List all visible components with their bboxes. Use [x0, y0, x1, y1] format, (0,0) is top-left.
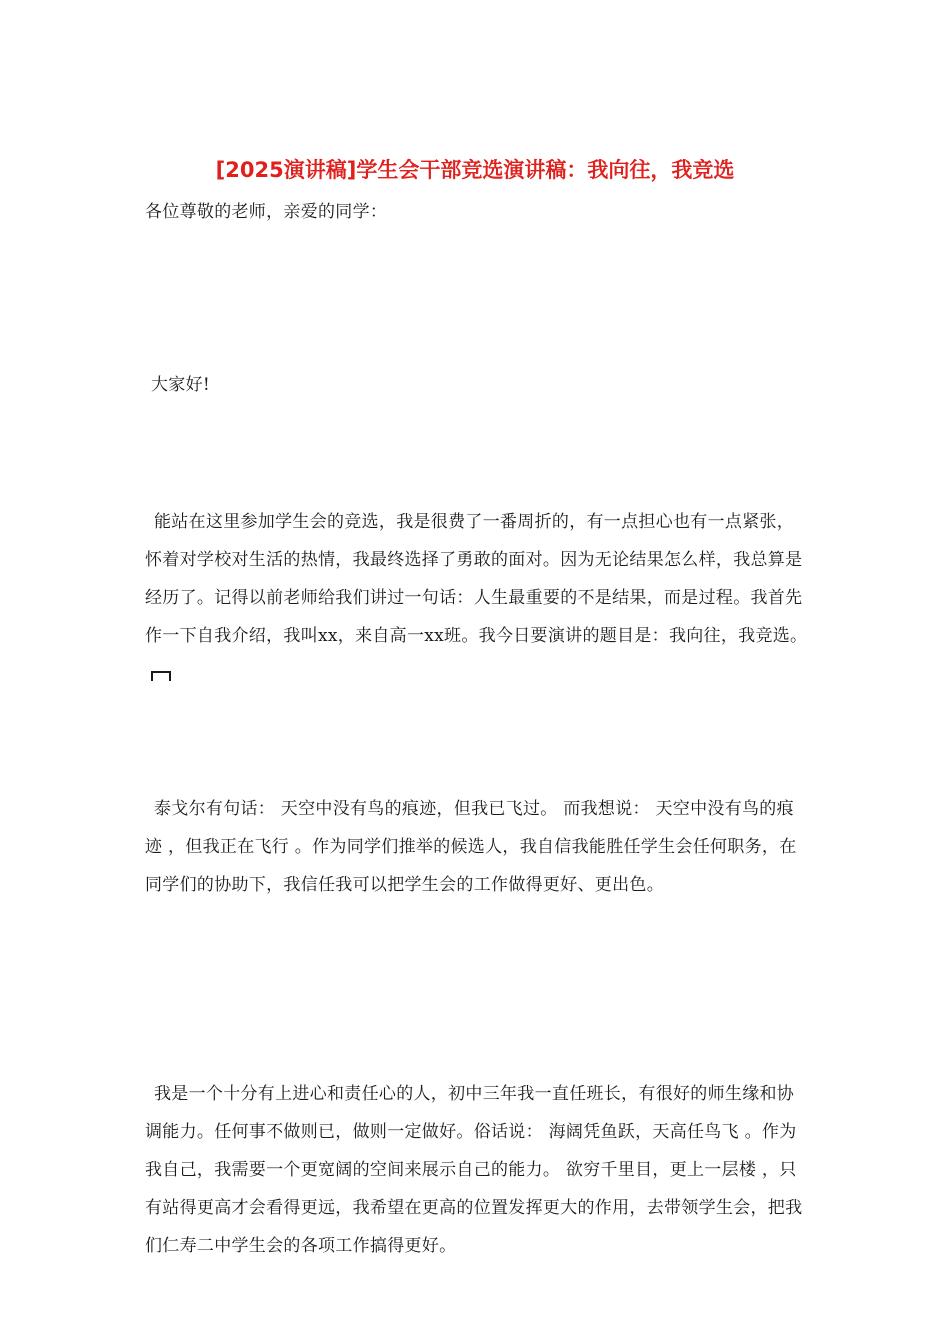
paragraph-text: 能站在这里参加学生会的竞选，我是很费了一番周折的，有一点担心也有一点紧张，怀着对学校对生活的热情，我最终选择了勇敢的面对。因为无论结果怎么样，我总算是经历了。记得以前老师给我们讲过一句话：人生最重要的不是结果，而是过程。我首先作一下自我介绍，我叫xx，来自高一xx班。我今日要演讲的题目是：我向往，我竞选。 [145, 512, 808, 646]
greeting: 大家好! [151, 375, 211, 395]
document-title: [2025演讲稿]学生会干部竞选演讲稿：我向往，我竞选 [215, 158, 735, 182]
salutation: 各位尊敬的老师，亲爱的同学： [145, 202, 388, 222]
paragraph-tagore-quote: 泰戈尔有句话： 天空中没有鸟的痕迹，但我已飞过。 而我想说： 天空中没有鸟的痕迹 ，但我正在飞行 。作为同学们推举的候选人，我自信我能胜任学生会任何职务，在同学们的协助下，我信任我可以把学生会的工作做得更好、更出色。 [145, 799, 797, 895]
bracket-mark-icon [151, 671, 171, 681]
paragraph-self-introduction [145, 503, 810, 693]
paragraph-experience: 我是一个十分有上进心和责任心的人，初中三年我一直任班长，有很好的师生缘和协调能力。任何事不做则已，做则一定做好。俗话说： 海阔凭鱼跃，天高任鸟飞 。作为我自己，我需要一个更宽阔的空间来展示自己的能力。 欲穷千里目，更上一层楼 ，只有站得更高才会看得更远，我希望在更高的位置发挥更大的作用，去带领学生会，把我们仁寿二中学生会的各项工作搞得更好。 [145, 1084, 803, 1256]
